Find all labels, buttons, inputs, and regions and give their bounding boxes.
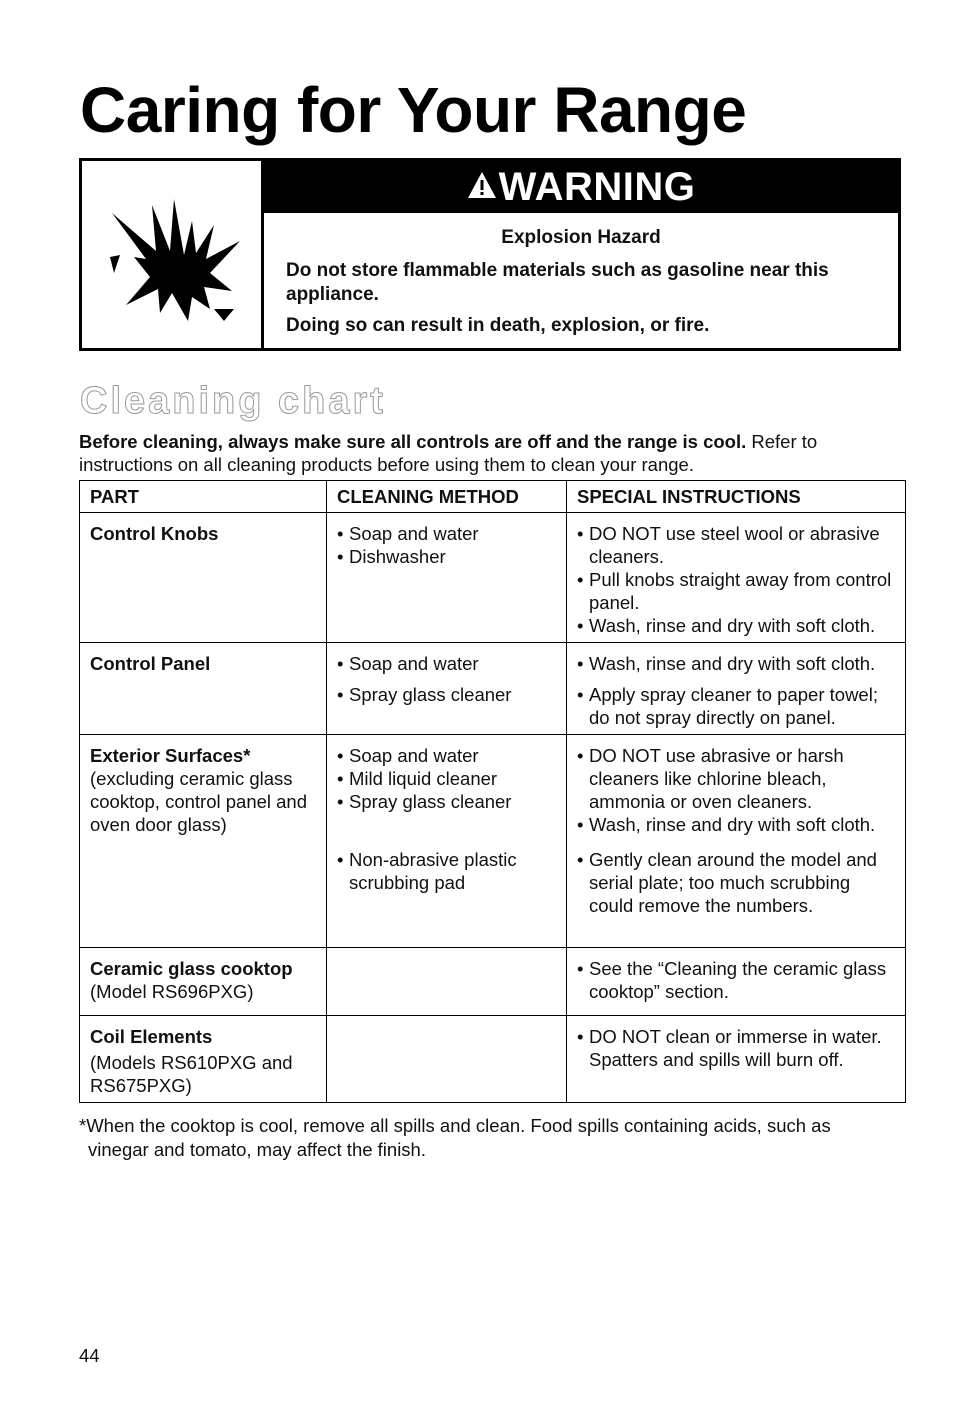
- instruction-item: • Apply spray cleaner to paper towel; do not spray directly on panel.: [577, 683, 897, 729]
- header-special-instructions: SPECIAL INSTRUCTIONS: [567, 481, 906, 513]
- method-item: • Non-abrasive plastic scrubbing pad: [337, 848, 558, 894]
- explosion-icon: [106, 181, 240, 329]
- warning-subtitle: Explosion Hazard: [501, 227, 661, 248]
- instruction-item: • Wash, rinse and dry with soft cloth.: [577, 652, 897, 675]
- section-heading: Cleaning chart: [80, 380, 386, 422]
- part-name: Control Knobs: [90, 523, 219, 544]
- method-item: • Mild liquid cleaner: [337, 767, 558, 790]
- method-item: • Dishwasher: [337, 545, 558, 568]
- part-name: Control Panel: [90, 653, 211, 674]
- part-name: Coil Elements: [90, 1026, 213, 1047]
- header-part: PART: [80, 481, 327, 513]
- footnote-line2: vinegar and tomato, may affect the finish.: [88, 1139, 426, 1160]
- instruction-item: • DO NOT clean or immerse in water. Spatters and spills will burn off.: [577, 1025, 897, 1071]
- footnote: [79, 1114, 909, 1162]
- warning-icon-cell: [82, 161, 264, 348]
- method-cell: [327, 513, 567, 643]
- part-note: (excluding ceramic glass cooktop, control panel and oven door glass): [90, 768, 308, 835]
- instruction-item: • DO NOT use steel wool or abrasive cleaners.: [577, 522, 897, 568]
- warning-triangle-icon: [467, 160, 497, 212]
- method-item: • Spray glass cleaner: [337, 683, 558, 706]
- part-name: Ceramic glass cooktop: [90, 958, 293, 979]
- part-cell: [80, 1016, 327, 1103]
- part-cell: [80, 948, 327, 1016]
- instructions-cell: [567, 643, 906, 735]
- part-note: (Models RS610PXG and RS675PXG): [90, 1052, 293, 1096]
- method-cell: [327, 735, 567, 948]
- page-number: 44: [79, 1345, 100, 1366]
- warning-consequence: Doing so can result in death, explosion, or fire.: [286, 315, 710, 336]
- header-cleaning-method: CLEANING METHOD: [327, 481, 567, 513]
- part-cell: [80, 643, 327, 735]
- part-name: Exterior Surfaces*: [90, 745, 251, 766]
- instruction-item: • Gently clean around the model and serial plate; too much scrubbing could remove the numbers.: [577, 848, 897, 917]
- intro-paragraph: [79, 430, 909, 476]
- table-row: [80, 643, 906, 735]
- method-cell: [327, 643, 567, 735]
- table-row: [80, 735, 906, 948]
- instructions-cell: [567, 1016, 906, 1103]
- table-row: [80, 513, 906, 643]
- cleaning-chart-table: [79, 480, 906, 1103]
- method-item: • Soap and water: [337, 744, 558, 767]
- instructions-cell: [567, 513, 906, 643]
- method-item: • Soap and water: [337, 522, 558, 545]
- warning-banner-text: WARNING: [498, 165, 696, 209]
- warning-banner: [264, 161, 898, 213]
- intro-rest: Refer to instructions on all cleaning products before using them to clean your range.: [79, 431, 818, 475]
- method-item: • Spray glass cleaner: [337, 790, 558, 813]
- table-header-row: [80, 481, 906, 513]
- instruction-item: • Wash, rinse and dry with soft cloth.: [577, 813, 897, 836]
- part-cell: [80, 513, 327, 643]
- instruction-item: • DO NOT use abrasive or harsh cleaners like chlorine bleach, ammonia or oven cleaners.: [577, 744, 897, 813]
- warning-message: Do not store flammable materials such as gasoline near this appliance.: [286, 260, 829, 305]
- part-cell: [80, 735, 327, 948]
- footnote-line1: *When the cooktop is cool, remove all spills and clean. Food spills containing acids, such as: [79, 1115, 831, 1136]
- warning-box: [79, 158, 901, 351]
- instructions-cell: [567, 948, 906, 1016]
- table-row: [80, 1016, 906, 1103]
- method-cell: [327, 948, 567, 1016]
- intro-bold: Before cleaning, always make sure all controls are off and the range is cool.: [79, 431, 747, 452]
- method-cell: [327, 1016, 567, 1103]
- part-note: (Model RS696PXG): [90, 981, 254, 1002]
- table-row: [80, 948, 906, 1016]
- instruction-item: • See the “Cleaning the ceramic glass cooktop” section.: [577, 957, 897, 1003]
- method-item: • Soap and water: [337, 652, 558, 675]
- instruction-item: • Wash, rinse and dry with soft cloth.: [577, 614, 897, 637]
- page-title: Caring for Your Range: [80, 74, 747, 146]
- instruction-item: • Pull knobs straight away from control panel.: [577, 568, 897, 614]
- instructions-cell: [567, 735, 906, 948]
